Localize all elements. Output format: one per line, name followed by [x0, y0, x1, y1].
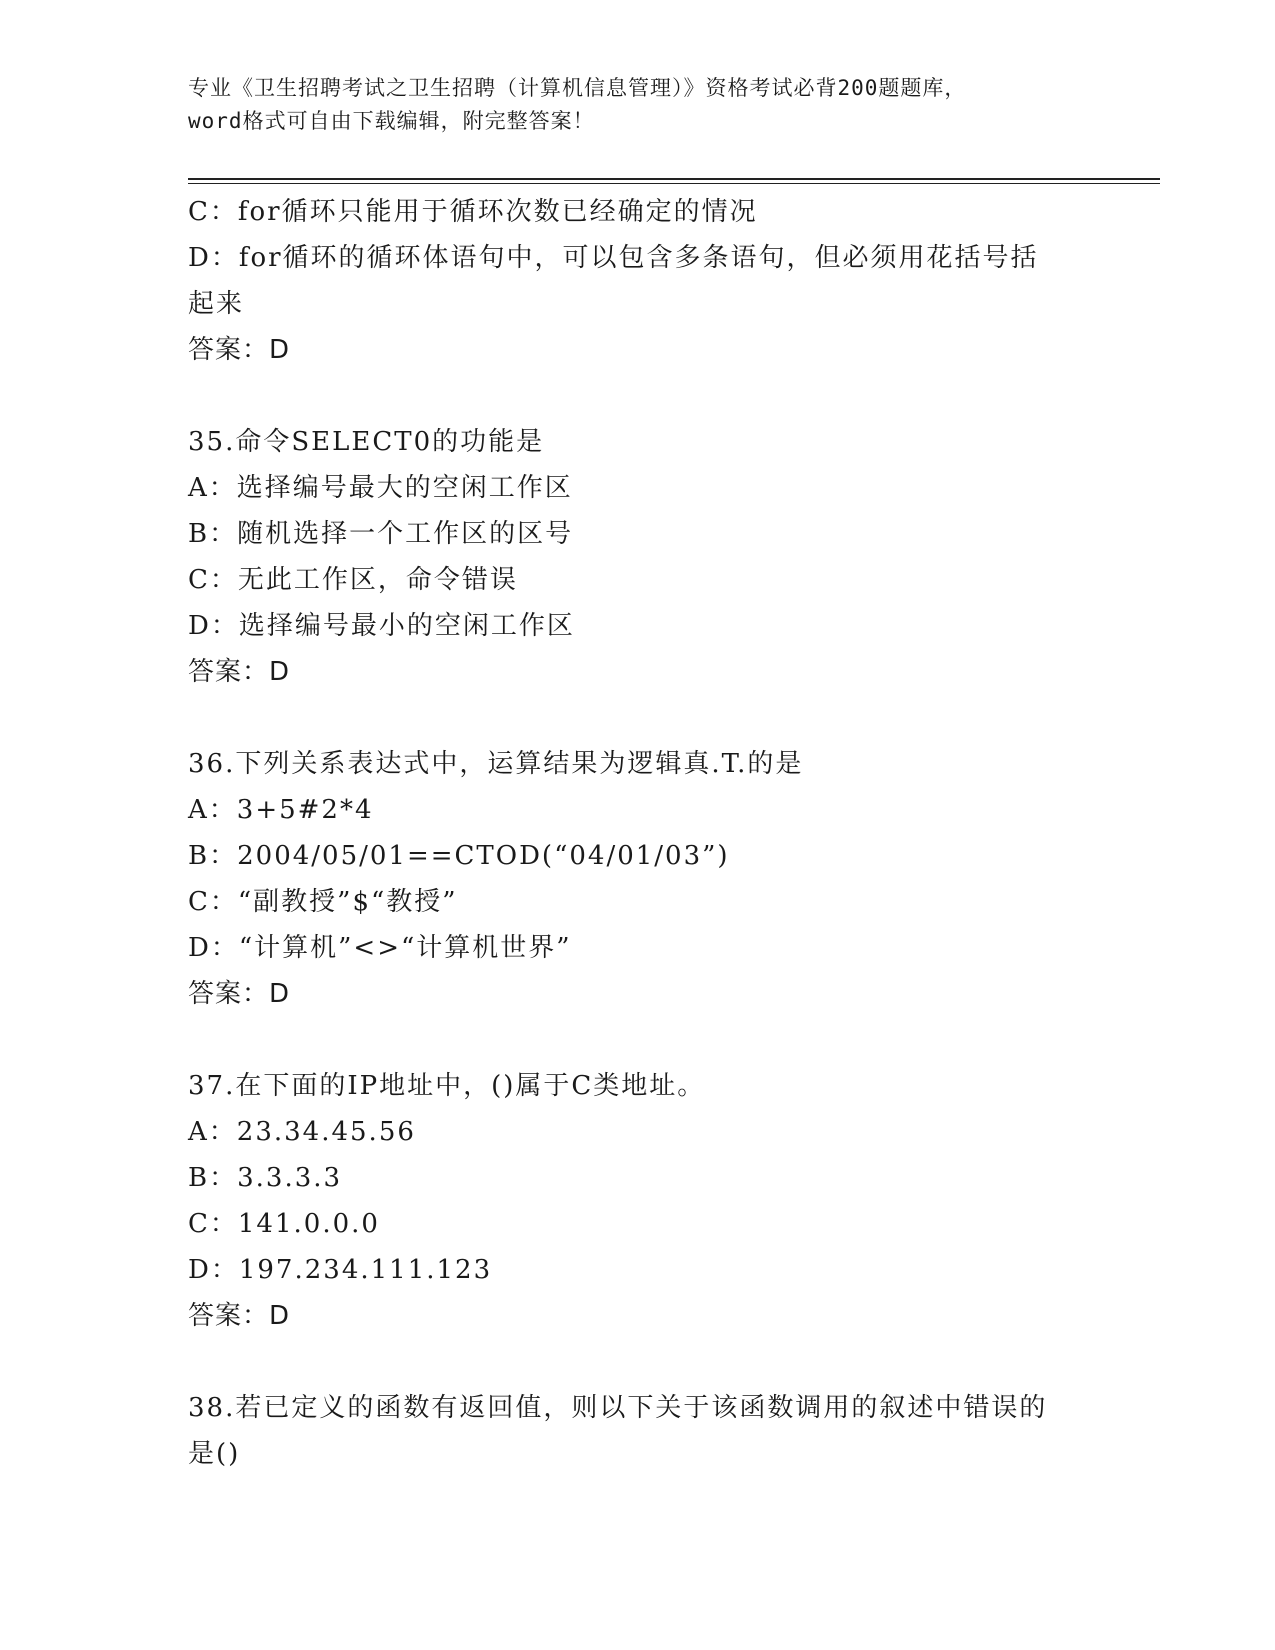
option-d: D：“计算机”<>“计算机世界” [188, 933, 572, 963]
answer: 答案：D [188, 657, 291, 687]
header-title-line2: word格式可自由下载编辑，附完整答案！ [188, 109, 595, 133]
option-d-line1: D：for循环的循环体语句中，可以包含多条语句，但必须用花括号括 [188, 243, 1039, 273]
answer: 答案：D [188, 979, 291, 1009]
header-divider-thick [188, 178, 1160, 180]
question-stem-line2: 是() [188, 1439, 241, 1469]
option-d-line2: 起来 [188, 289, 245, 319]
option-c: C：“副教授”$“教授” [188, 887, 458, 917]
question-stem: 36.下列关系表达式中，运算结果为逻辑真.T.的是 [188, 749, 804, 779]
option-a: A：3+5#2*4 [188, 795, 374, 825]
spacer [188, 1017, 1088, 1063]
option-d: D：197.234.111.123 [188, 1255, 493, 1285]
spacer [188, 695, 1088, 741]
question-35 [188, 419, 1088, 695]
question-stem: 37.在下面的IP地址中，()属于C类地址。 [188, 1071, 706, 1101]
document-body [188, 189, 1088, 1477]
option-a: A：23.34.45.56 [188, 1117, 416, 1147]
spacer [188, 1339, 1088, 1385]
option-b: B：2004/05/01==CTOD(“04/01/03”) [188, 841, 730, 871]
question-stem: 35.命令SELECT0的功能是 [188, 427, 545, 457]
option-c: C：for循环只能用于循环次数已经确定的情况 [188, 197, 758, 227]
spacer [188, 373, 1088, 419]
option-c: C：无此工作区，命令错误 [188, 565, 518, 595]
question-37 [188, 1063, 1088, 1339]
option-b: B：3.3.3.3 [188, 1163, 343, 1193]
answer: 答案：D [188, 335, 291, 365]
question-36 [188, 741, 1088, 1017]
option-d: D：选择编号最小的空闲工作区 [188, 611, 575, 641]
answer: 答案：D [188, 1301, 291, 1331]
question-38 [188, 1385, 1088, 1477]
document-header [188, 72, 1088, 138]
question-stem-line1: 38.若已定义的函数有返回值，则以下关于该函数调用的叙述中错误的 [188, 1393, 1048, 1423]
question-34-tail [188, 189, 1088, 373]
option-b: B：随机选择一个工作区的区号 [188, 519, 574, 549]
header-divider-thin [188, 183, 1160, 184]
option-c: C：141.0.0.0 [188, 1209, 380, 1239]
header-title-line1: 专业《卫生招聘考试之卫生招聘（计算机信息管理）》资格考试必背200题题库， [188, 76, 967, 100]
option-a: A：选择编号最大的空闲工作区 [188, 473, 573, 503]
